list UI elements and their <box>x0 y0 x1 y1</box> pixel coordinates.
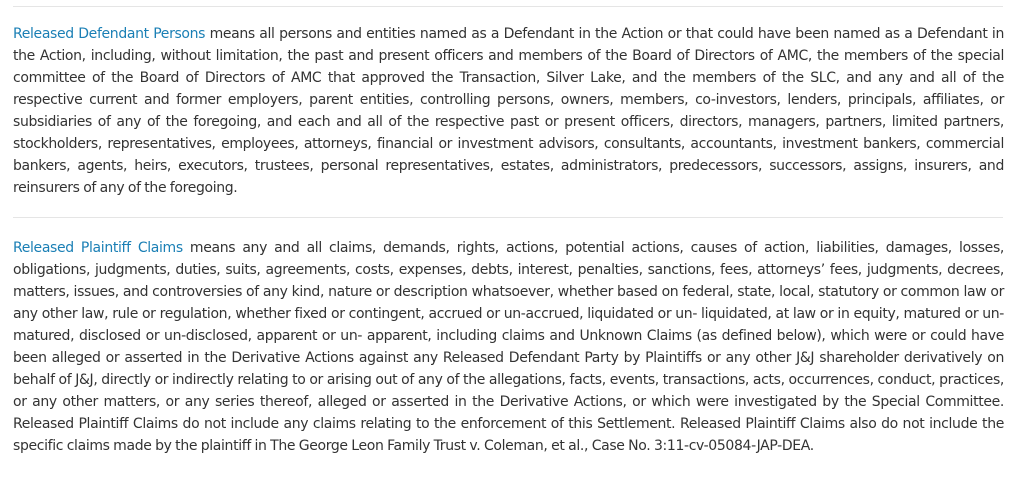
section-divider <box>13 217 1003 218</box>
definition-released-defendant-persons <box>13 23 1004 199</box>
top-divider <box>13 6 1003 7</box>
definition-body: means any and all claims, demands, rights, actions, potential actions, causes of action, liabilities, damages, losses, obligations, judgments, duties, suits, agreements, costs, expenses, debts, interest, penalties, sanctions, fees, attorneys’ fees, judgments, decrees, matters, issues, and controversies of any kind, nature or description whatsoever, whether based on federal, state, local, statutory or common law or any other law, rule or regulation, whether fixed or contingent, accrued or un-accrued, liquidated or un- liquidated, at law or in equity, matured or un-matured, disclosed or un-disclosed, apparent or un- apparent, including claims and Unknown Claims (as defined below), which were or could have been alleged or asserted in the Derivative Actions against any Released Defendant Party by Plaintiffs or any other J&J shareholder derivatively on behalf of J&J, directly or indirectly relating to or arising out of any of the allegations, facts, events, transactions, acts, occurrences, conduct, practices, or any other matters, or any series thereof, alleged or asserted in the Derivative Actions, or which were investigated by the Special Committee. Released Plaintiff Claims do not include any claims relating to the enforcement of this Settlement. Released Plaintiff Claims also do not include the specific claims made by the plaintiff in The George Leon Family Trust v. Coleman, et al., Case No. 3:11-cv-05084-JAP-DEA. <box>13 240 1004 454</box>
definition-released-plaintiff-claims <box>13 237 1004 457</box>
term-link-released-plaintiff-claims[interactable]: Released Plaintiff Claims <box>13 240 183 256</box>
term-link-released-defendant-persons[interactable]: Released Defendant Persons <box>13 26 206 42</box>
definition-body: means all persons and entities named as a Defendant in the Action or that could have been named as a Defendant in the Action, including, without limitation, the past and present officers and members of the Board of Directors of AMC, the members of the special committee of the Board of Directors of AMC that approved the Transaction, Silver Lake, and the members of the SLC, and any and all of the respective current and former employers, parent entities, controlling persons, owners, members, co-investors, lenders, principals, affiliates, or subsidiaries of any of the foregoing, and each and all of the respective past or present officers, directors, managers, partners, limited partners, stockholders, representatives, employees, attorneys, financial or investment advisors, consultants, accountants, investment bankers, commercial bankers, agents, heirs, executors, trustees, personal representatives, estates, administrators, predecessors, successors, assigns, insurers, and reinsurers of any of the foregoing. <box>13 26 1004 196</box>
